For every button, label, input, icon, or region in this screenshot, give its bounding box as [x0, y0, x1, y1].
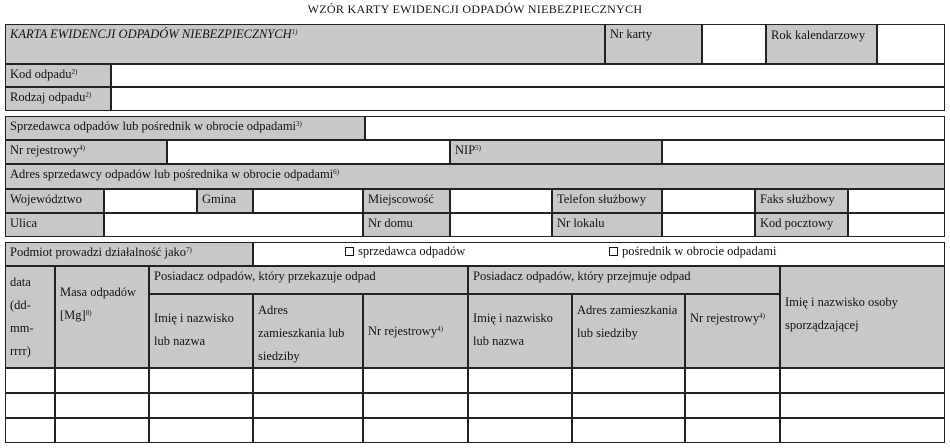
seller-label-cell	[5, 116, 365, 140]
card-title-cell	[5, 24, 605, 64]
table-cell[interactable]	[780, 418, 945, 443]
nip-label: NIP	[455, 143, 476, 157]
table-cell[interactable]	[253, 368, 363, 393]
address-label-cell	[5, 164, 945, 189]
table-cell[interactable]	[149, 418, 253, 443]
col-receiver-reg	[685, 294, 780, 368]
house-number-label: Nr domu	[363, 213, 450, 237]
col-giver-reg	[363, 294, 468, 368]
fax-field[interactable]	[848, 189, 945, 213]
table-cell[interactable]	[685, 368, 780, 393]
table-cell[interactable]	[149, 393, 253, 418]
fax-label: Faks służbowy	[755, 189, 848, 213]
activity-label-cell	[5, 242, 253, 266]
table-cell[interactable]	[572, 368, 685, 393]
table-cell[interactable]	[572, 393, 685, 418]
table-cell[interactable]	[572, 418, 685, 443]
flat-number-field[interactable]	[662, 213, 755, 237]
footnote-ref: 8)	[85, 309, 92, 317]
footnote-ref: 5)	[475, 144, 481, 152]
street-label: Ulica	[5, 213, 104, 237]
footnote-ref: 6)	[333, 168, 340, 176]
reg-number-label: Nr rejestrowy	[10, 143, 80, 157]
footnote-ref: 4)	[759, 312, 765, 320]
nip-label-cell	[450, 140, 662, 164]
flat-number-label: Nr lokalu	[552, 213, 662, 237]
table-cell[interactable]	[363, 418, 468, 443]
waste-code-label-cell	[5, 64, 111, 87]
receiver-group-header: Posiadacz odpadów, który przejmuje odpad	[468, 266, 780, 294]
commune-field[interactable]	[253, 189, 363, 213]
address-label: Adres sprzedawcy odpadów lub pośrednika w obrocie odpadami	[10, 167, 334, 181]
footnote-ref: 4)	[79, 144, 85, 152]
footnote-ref: 1)	[291, 28, 298, 36]
seller-option-label: sprzedawca odpadów	[358, 244, 466, 258]
house-number-field[interactable]	[450, 213, 552, 237]
col-giver-reg-label: Nr rejestrowy	[368, 323, 438, 338]
reg-number-field[interactable]	[167, 140, 450, 164]
col-receiver-reg-label: Nr rejestrowy	[690, 311, 760, 325]
commune-label: Gmina	[197, 189, 253, 213]
table-cell[interactable]	[253, 393, 363, 418]
table-cell[interactable]	[468, 418, 572, 443]
table-cell[interactable]	[780, 368, 945, 393]
seller-option[interactable]	[345, 242, 465, 259]
street-field[interactable]	[104, 213, 363, 237]
footnote-ref: 2)	[71, 68, 78, 76]
voivodeship-label: Województwo	[5, 189, 104, 213]
card-number-field[interactable]	[702, 24, 766, 64]
locality-field[interactable]	[450, 189, 552, 213]
card-title: KARTA EWIDENCJI ODPADÓW NIEBEZPIECZNYCH	[10, 27, 292, 41]
card-number-label: Nr karty	[605, 24, 702, 64]
col-giver-name: Imię i nazwisko lub nazwa	[149, 294, 253, 368]
col-giver-address: Adres zamieszkania lub siedziby	[253, 294, 363, 368]
table-cell[interactable]	[468, 368, 572, 393]
table-cell[interactable]	[55, 393, 149, 418]
activity-label: Podmiot prowadzi działalność jako	[10, 245, 187, 259]
locality-label: Miejscowość	[363, 189, 450, 213]
page-title: WZÓR KARTY EWIDENCJI ODPADÓW NIEBEZPIECZNYCH	[307, 2, 643, 16]
table-cell[interactable]	[468, 393, 572, 418]
voivodeship-field[interactable]	[104, 189, 197, 213]
table-cell[interactable]	[5, 368, 55, 393]
seller-label: Sprzedawca odpadów lub pośrednik w obrocie odpadami	[10, 119, 297, 133]
waste-code-field[interactable]	[111, 64, 945, 87]
table-cell[interactable]	[780, 393, 945, 418]
postal-code-label: Kod pocztowy	[755, 213, 848, 237]
waste-type-field[interactable]	[111, 87, 945, 111]
col-receiver-name: Imię i nazwisko lub nazwa	[468, 294, 572, 368]
table-cell[interactable]	[253, 418, 363, 443]
col-receiver-address: Adres zamieszkania lub siedziby	[572, 294, 685, 368]
waste-type-label: Rodzaj odpadu	[10, 90, 86, 104]
col-mass	[55, 266, 149, 368]
table-cell[interactable]	[363, 393, 468, 418]
seller-checkbox[interactable]	[345, 247, 354, 256]
table-cell[interactable]	[149, 368, 253, 393]
footnote-ref: 2)	[85, 91, 92, 99]
broker-option-label: pośrednik w obrocie odpadami	[622, 244, 777, 258]
phone-field[interactable]	[662, 189, 755, 213]
calendar-year-field[interactable]	[877, 24, 945, 64]
waste-code-label: Kod odpadu	[10, 67, 72, 81]
table-cell[interactable]	[5, 418, 55, 443]
table-cell[interactable]	[55, 418, 149, 443]
phone-label: Telefon służbowy	[552, 189, 662, 213]
broker-checkbox[interactable]	[609, 247, 618, 256]
footnote-ref: 4)	[437, 324, 443, 333]
footnote-ref: 3)	[296, 120, 302, 128]
col-author: Imię i nazwisko osoby sporządzającej	[780, 266, 945, 368]
broker-option[interactable]	[609, 242, 776, 259]
nip-field[interactable]	[662, 140, 945, 164]
calendar-year-label: Rok kalendarzowy	[766, 24, 877, 64]
table-cell[interactable]	[55, 368, 149, 393]
table-cell[interactable]	[5, 393, 55, 418]
reg-number-label-cell	[5, 140, 167, 164]
table-cell[interactable]	[363, 368, 468, 393]
waste-record-form	[5, 24, 945, 444]
waste-type-label-cell	[5, 87, 111, 111]
col-mass-label: Masa odpadów [Mg]	[60, 285, 137, 322]
giver-group-header: Posiadacz odpadów, który przekazuje odpad	[149, 266, 468, 294]
col-date: data (dd-mm-rrrr)	[5, 266, 55, 368]
table-cell[interactable]	[685, 393, 780, 418]
footnote-ref: 7)	[186, 246, 192, 254]
postal-code-field[interactable]	[848, 213, 945, 237]
seller-field[interactable]	[365, 116, 945, 140]
table-cell[interactable]	[685, 418, 780, 443]
